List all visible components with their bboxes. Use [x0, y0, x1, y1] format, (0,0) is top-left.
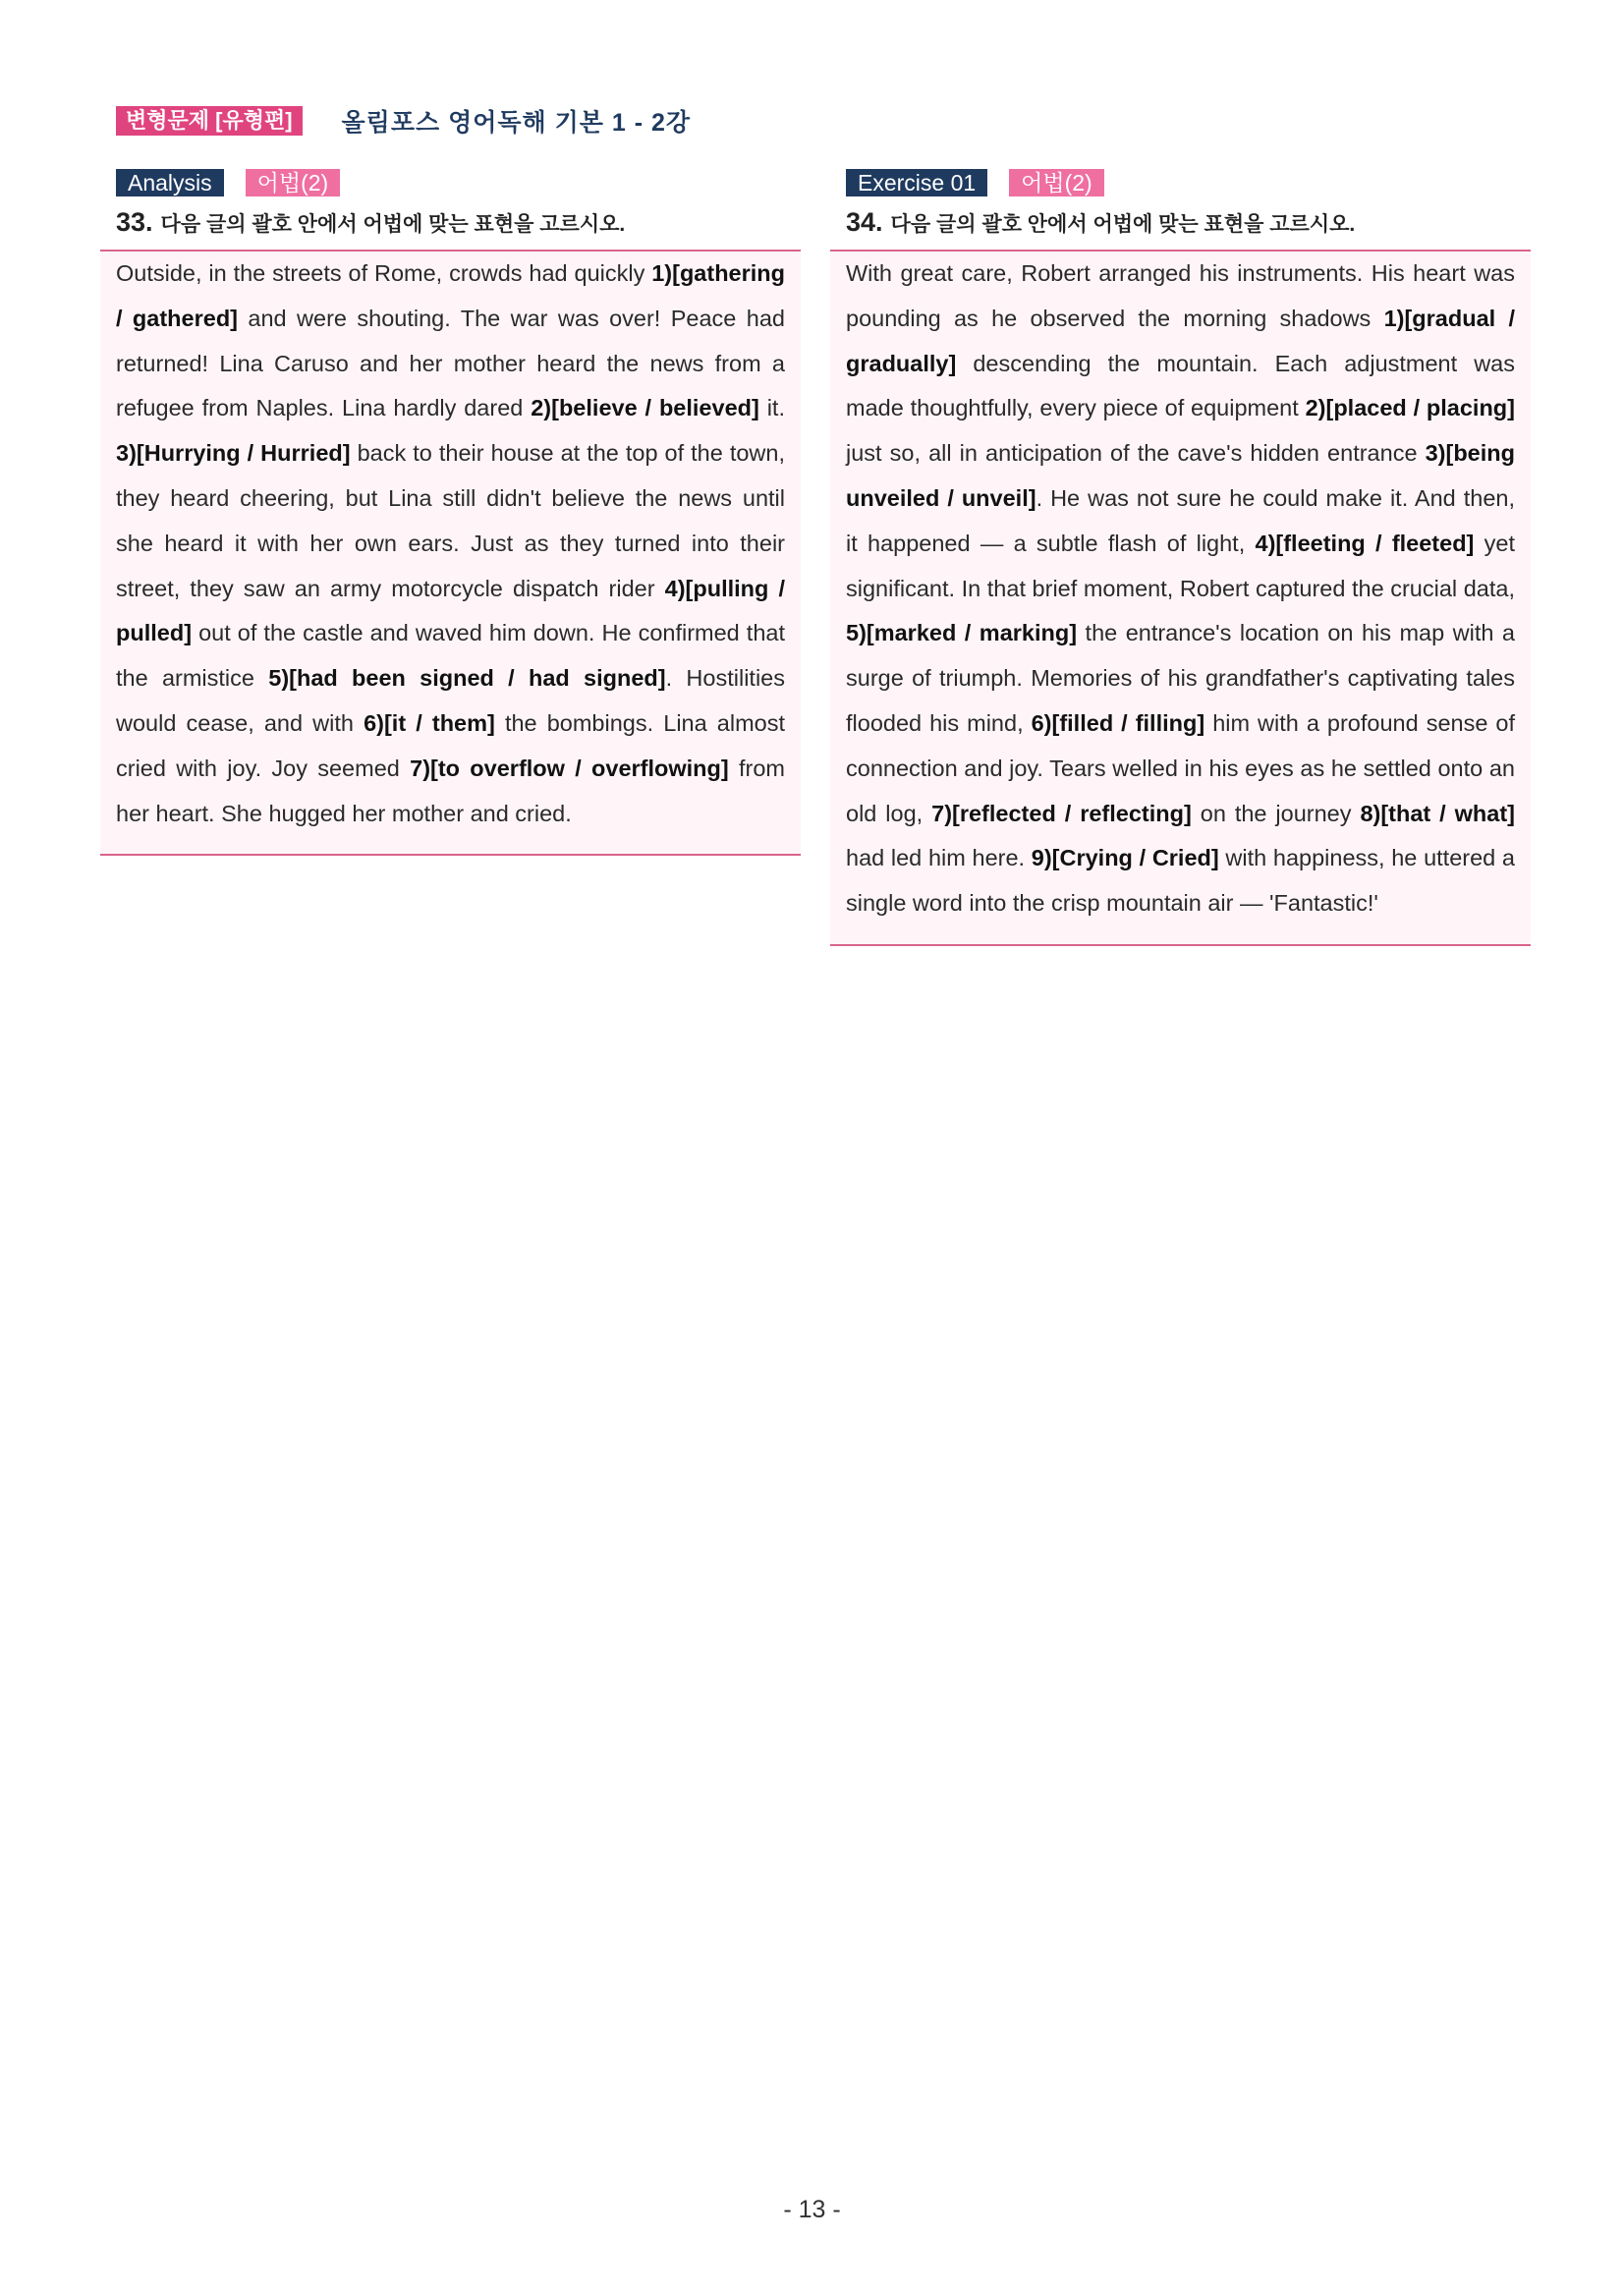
question-prompt	[830, 202, 1531, 242]
label-analysis: Analysis	[116, 169, 224, 196]
blank-choice: 6)[filled / filling]	[1031, 709, 1205, 736]
blank-choice: 9)[Crying / Cried]	[1031, 845, 1219, 871]
question-34-column	[830, 169, 1531, 946]
blank-choice: 3)[being unveiled / unveil]	[846, 440, 1515, 511]
passage-segment: on the journey	[1191, 800, 1361, 826]
label-exercise: Exercise 01	[846, 169, 987, 196]
question-prompt	[100, 202, 801, 242]
question-number: 33.	[116, 207, 153, 237]
question-number: 34.	[846, 207, 883, 237]
blank-choice: 2)[placed / placing]	[1305, 395, 1515, 421]
passage-segment: and were shouting. The war was over! Peace had returned! Lina Caruso and her mother heard the news from a refugee from Naples. Lina hardly dared	[116, 305, 785, 421]
blank-choice: 4)[fleeting / fleeted]	[1255, 530, 1475, 556]
passage-segment: back to their house at the top of the town, they heard cheering, but Lina still didn't believe the news until she heard it with her own ears. Just as they turned into their street, they saw an army motorcycle dispatch rider	[116, 440, 785, 601]
blank-choice: 1)[gradual / gradually]	[846, 305, 1515, 376]
book-title: 올림포스 영어독해 기본 1 - 2강	[341, 109, 692, 137]
passage-segment: . Hostilities would cease, and with	[116, 665, 785, 736]
question-33-column	[100, 169, 801, 856]
passage-segment: the entrance's location on his map with a surge of triumph. Memories of his grandfather's captivating tales flooded his mind,	[846, 620, 1516, 736]
label-topic: 어법(2)	[1009, 169, 1104, 196]
passage-segment: with happiness, he uttered a single word into the crisp mountain air — 'Fantastic!'	[846, 845, 1515, 917]
question-text: 다음 글의 괄호 안에서 어법에 맞는 표현을 고르시오.	[890, 213, 1356, 236]
passage-segment: from her heart. She hugged her mother and cried.	[116, 755, 785, 826]
blank-choice: 2)[believe / believed]	[531, 395, 759, 421]
blank-choice: 5)[had been signed / had signed]	[268, 665, 666, 692]
passage-text	[116, 252, 785, 836]
passage-box	[830, 250, 1531, 946]
blank-choice: 4)[pulling / pulled]	[116, 575, 785, 646]
passage-segment: yet significant. In that brief moment, Robert captured the crucial data,	[846, 530, 1515, 601]
label-row	[100, 169, 801, 196]
blank-choice: 1)[gathering / gathered]	[116, 260, 785, 331]
passage-segment: With great care, Robert arranged his instruments. His heart was pounding as he observed the morning shadows	[846, 260, 1515, 331]
passage-segment: it.	[758, 395, 785, 421]
passage-segment: had led him here.	[846, 845, 1032, 871]
passage-segment: descending the mountain. Each adjustment was made thoughtfully, every piece of equipment	[846, 350, 1515, 421]
passage-text	[846, 252, 1515, 926]
page-header	[116, 104, 691, 138]
passage-segment: . He was not sure he could make it. And then, it happened — a subtle flash of light,	[846, 484, 1515, 556]
passage-segment: Outside, in the streets of Rome, crowds had quickly	[116, 260, 652, 286]
passage-segment: him with a profound sense of connection and joy. Tears welled in his eyes as he settled onto an old log,	[846, 709, 1515, 826]
passage-box	[100, 250, 801, 856]
label-topic: 어법(2)	[246, 169, 341, 196]
section-tag: 변형문제 [유형편]	[116, 106, 303, 136]
blank-choice: 7)[reflected / reflecting]	[931, 800, 1192, 826]
passage-segment: out of the castle and waved him down. He confirmed that the armistice	[116, 620, 785, 692]
blank-choice: 3)[Hurrying / Hurried]	[116, 440, 351, 467]
blank-choice: 6)[it / them]	[364, 709, 495, 736]
passage-segment: the bombings. Lina almost cried with joy. Joy seemed	[116, 709, 785, 781]
blank-choice: 5)[marked / marking]	[846, 620, 1078, 646]
blank-choice: 7)[to overflow / overflowing]	[410, 755, 729, 781]
question-text: 다음 글의 괄호 안에서 어법에 맞는 표현을 고르시오.	[160, 213, 626, 236]
passage-segment: just so, all in anticipation of the cave's hidden entrance	[846, 440, 1426, 467]
page-number: - 13 -	[783, 2196, 841, 2223]
label-row	[830, 169, 1531, 196]
blank-choice: 8)[that / what]	[1360, 800, 1515, 826]
